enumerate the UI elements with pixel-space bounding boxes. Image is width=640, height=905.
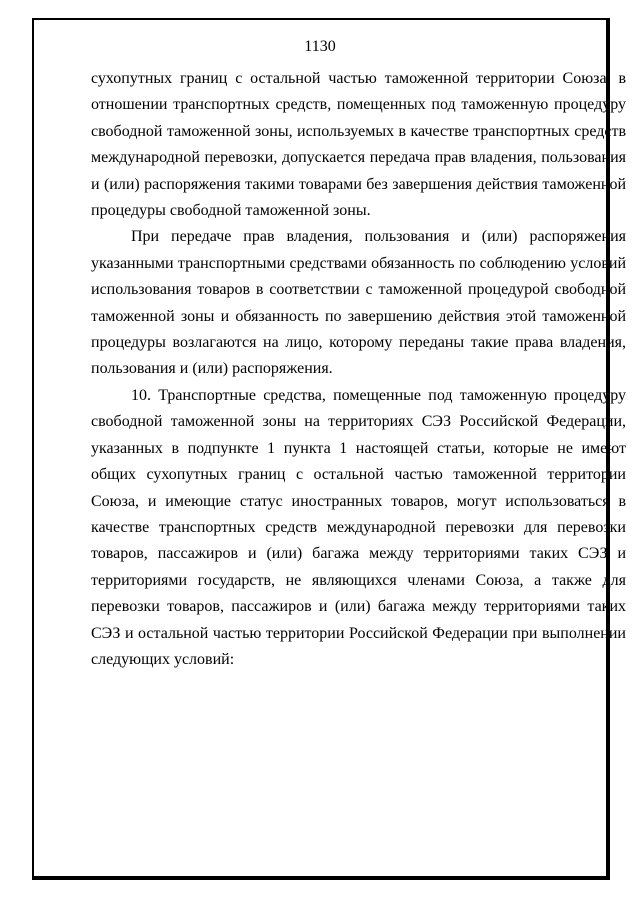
document-page	[32, 18, 626, 880]
page-number: 1130	[304, 38, 336, 55]
document-body	[91, 66, 626, 673]
paragraph-rights-transfer: При передаче прав владения, пользования и (или) распоряжения указанными транспортными средствами обязанность по соблюдению условий использования товаров в соответствии с таможенной процедурой свободной таможенной зоны и обязанность по завершению действия этой таможенной процедуры возлагаются на лицо, которому переданы такие права владения, пользования и (или) распоряжения.	[91, 228, 626, 378]
paragraph-item-10: 10. Транспортные средства, помещенные под таможенную процедуру свободной таможенной зоны на территориях СЭЗ Российской Федерации, указанных в подпункте 1 пункта 1 настоящей статьи, которые не имеют общих сухопутных границ с остальной частью таможенной территории Союза, и имеющие статус иностранных товаров, могут использоваться в качестве транспортных средств международной перевозки для перевозки товаров, пассажиров и (или) багажа между территориями таких СЭЗ и территориями государств, не являющихся членами Союза, а также для перевозки товаров, пассажиров и (или) багажа между территориями таких СЭЗ и остальной частью территории Российской Федерации при выполнении следующих условий:	[91, 386, 626, 668]
paragraph-continuation: сухопутных границ с остальной частью таможенной территории Союза, в отношении транспортных средств, помещенных под таможенную процедуру свободной таможенной зоны, используемых в качестве транспортных средств международной перевозки, допускается передача прав владения, пользования и (или) распоряжения такими товарами без завершения действия таможенной процедуры свободной таможенной зоны.	[91, 70, 626, 220]
